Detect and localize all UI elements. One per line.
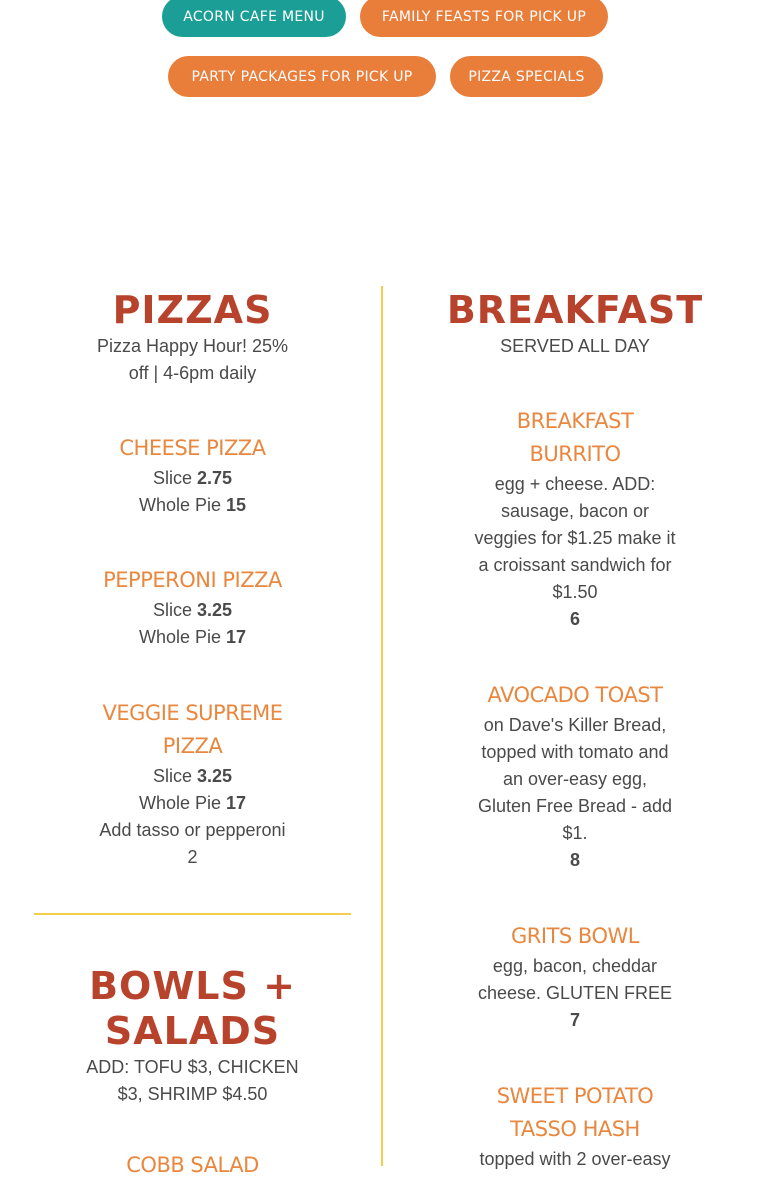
price-value: 15 — [226, 495, 247, 515]
item-title: COBB SALAD — [126, 1153, 259, 1177]
item-title: GRITS BOWL — [511, 924, 639, 948]
price-label: Slice — [152, 766, 192, 786]
item-description: topped with 2 over-easy — [479, 1149, 671, 1169]
breakfast-section — [385, 288, 765, 360]
item-description: topped with tomato and — [481, 742, 669, 762]
item-title: BREAKFAST — [516, 409, 634, 433]
item-description: $1. — [562, 823, 588, 843]
menu-item-veggie-supreme-pizza — [34, 697, 351, 871]
slice-price-line — [34, 465, 351, 492]
price-value: 3.25 — [196, 766, 233, 786]
item-title: BURRITO — [529, 442, 621, 466]
item-price: 6 — [569, 609, 580, 629]
item-title: PEPPERONI PIZZA — [103, 568, 282, 592]
nav-button-family-feasts[interactable]: FAMILY FEASTS FOR PICK UP — [360, 0, 608, 37]
pizzas-note-line: Pizza Happy Hour! 25% — [96, 336, 289, 356]
item-description: sausage, bacon or — [500, 501, 650, 521]
item-description: egg + cheese. ADD: — [494, 474, 656, 494]
pizzas-note-line: off | 4-6pm daily — [128, 363, 257, 383]
bowls-note-line: $3, SHRIMP $4.50 — [117, 1084, 268, 1104]
bowls-note-line: ADD: TOFU $3, CHICKEN — [86, 1057, 299, 1077]
nav-button-acorn-cafe-menu[interactable]: ACORN CAFE MENU — [162, 0, 346, 37]
nav-button-pizza-specials[interactable]: PIZZA SPECIALS — [450, 56, 603, 97]
menu-item-breakfast-burrito — [385, 405, 765, 633]
item-title: PIZZA — [162, 734, 223, 758]
column-divider — [381, 286, 383, 1166]
item-description: a croissant sandwich for — [478, 555, 672, 575]
price-label: Slice — [152, 468, 192, 488]
addon-line: Add tasso or pepperoni — [99, 820, 286, 840]
item-title: SWEET POTATO — [496, 1084, 654, 1108]
item-title: AVOCADO TOAST — [487, 683, 663, 707]
item-description: veggies for $1.25 make it — [474, 528, 676, 548]
slice-price-line — [34, 597, 351, 624]
item-price: 8 — [569, 850, 580, 870]
slice-price-line — [34, 763, 351, 790]
breakfast-note: SERVED ALL DAY — [500, 336, 650, 356]
item-description: on Dave's Killer Bread, — [483, 715, 667, 735]
price-label: Slice — [152, 600, 192, 620]
item-description: cheese. GLUTEN FREE — [477, 983, 673, 1003]
menu-item-pepperoni-pizza — [34, 564, 351, 651]
price-label: Whole Pie — [138, 793, 221, 813]
nav-button-party-packages[interactable]: PARTY PACKAGES FOR PICK UP — [168, 56, 436, 97]
item-description: an over-easy egg, — [502, 769, 648, 789]
item-title: VEGGIE SUPREME — [102, 701, 283, 725]
item-description: $1.50 — [552, 582, 598, 602]
pizzas-section — [34, 288, 351, 387]
pie-price-line — [34, 624, 351, 651]
price-label: Whole Pie — [138, 627, 221, 647]
price-value: 3.25 — [196, 600, 233, 620]
pie-price-line — [34, 492, 351, 519]
menu-item-grits-bowl — [385, 920, 765, 1034]
menu-item-sweet-potato-tasso-hash — [385, 1080, 765, 1173]
item-title: CHEESE PIZZA — [119, 436, 266, 460]
bowls-heading: BOWLS + — [89, 964, 296, 1008]
bowls-salads-section — [34, 964, 351, 1108]
item-description: egg, bacon, cheddar — [492, 956, 658, 976]
price-value: 17 — [226, 793, 247, 813]
pie-price-line — [34, 790, 351, 817]
menu-item-avocado-toast — [385, 679, 765, 874]
item-title: TASSO HASH — [510, 1117, 640, 1141]
section-divider — [34, 913, 351, 915]
menu-item-cheese-pizza — [34, 432, 351, 519]
price-value: 17 — [226, 627, 247, 647]
pizzas-heading: PIZZAS — [112, 288, 273, 332]
item-description: Gluten Free Bread - add — [477, 796, 673, 816]
bowls-heading: SALADS — [104, 1009, 281, 1053]
breakfast-heading: BREAKFAST — [446, 288, 704, 332]
addon-price: 2 — [187, 847, 198, 867]
price-label: Whole Pie — [138, 495, 221, 515]
item-price: 7 — [569, 1010, 580, 1030]
price-value: 2.75 — [196, 468, 233, 488]
